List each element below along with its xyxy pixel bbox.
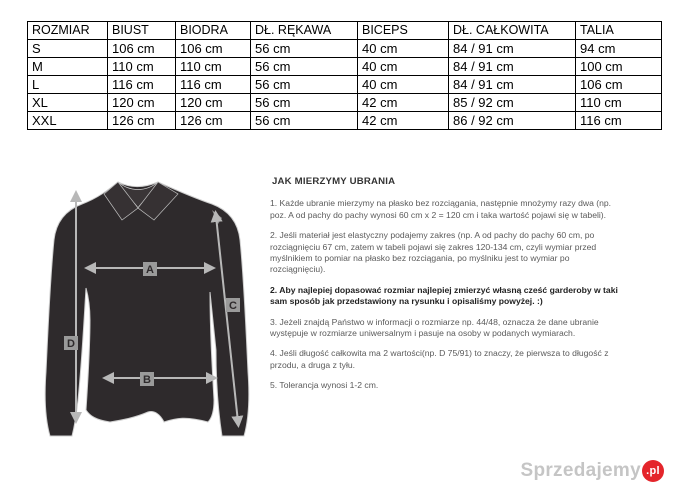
instruction-item: 3. Jeżeli znajdą Państwo w informacji o rozmiarze np. 44/48, oznacza że dane ubranie występuje w rozmiarze uniwersalnym i pasuje na osoby w podanych wymiarach.: [270, 316, 599, 339]
table-cell: 126 cm: [108, 112, 176, 130]
label-d: D: [67, 338, 75, 350]
table-cell: 56 cm: [251, 112, 358, 130]
watermark-logo: [520, 460, 664, 482]
instruction-item: 5. Tolerancja wynosi 1-2 cm.: [270, 380, 379, 391]
table-cell: 84 / 91 cm: [449, 76, 576, 94]
table-cell: 120 cm: [176, 94, 251, 112]
table-cell: 116 cm: [108, 76, 176, 94]
label-b: B: [143, 374, 151, 386]
column-header: TALIA: [576, 22, 662, 40]
table-header-row: [28, 22, 662, 40]
column-header: BIUST: [108, 22, 176, 40]
table-cell: 120 cm: [108, 94, 176, 112]
table-row: [28, 76, 662, 94]
table-cell: 110 cm: [176, 58, 251, 76]
label-a: A: [146, 264, 154, 276]
table-cell: 110 cm: [576, 94, 662, 112]
table-cell: 110 cm: [108, 58, 176, 76]
table-cell: M: [28, 58, 108, 76]
table-cell: 84 / 91 cm: [449, 58, 576, 76]
table-cell: 84 / 91 cm: [449, 40, 576, 58]
table-cell: 40 cm: [358, 76, 449, 94]
table-row: [28, 112, 662, 130]
instructions-title: JAK MIERZYMY UBRANIA: [272, 176, 396, 187]
table-cell: S: [28, 40, 108, 58]
table-cell: 106 cm: [108, 40, 176, 58]
jacket-measurement-diagram: [26, 160, 258, 438]
instruction-item-highlight: 2. Aby najlepiej dopasować rozmiar najlepiej zmierzyć własną cześć garderoby w taki sam sposób jak przedstawiony na rysunku i opisaliśmy powyżej. :): [270, 284, 618, 307]
table-cell: L: [28, 76, 108, 94]
size-table: [27, 21, 662, 130]
table-cell: 56 cm: [251, 40, 358, 58]
table-cell: 56 cm: [251, 58, 358, 76]
table-row: [28, 58, 662, 76]
table-row: [28, 40, 662, 58]
table-cell: XXL: [28, 112, 108, 130]
table-cell: 126 cm: [176, 112, 251, 130]
column-header: ROZMIAR: [28, 22, 108, 40]
table-cell: 40 cm: [358, 58, 449, 76]
measurement-instructions: [270, 176, 622, 401]
table-cell: 42 cm: [358, 112, 449, 130]
watermark-pl-badge: .pl: [642, 460, 664, 482]
table-cell: 116 cm: [576, 112, 662, 130]
table-cell: 94 cm: [576, 40, 662, 58]
table-cell: 116 cm: [176, 76, 251, 94]
instruction-item: 2. Jeśli materiał jest elastyczny podajemy zakres (np. A od pachy do pachy 60 cm, po rozciągnięciu 67 cm, zatem w tabeli pojawi się zakres 120-134 cm, czyli wymiar przed myślnikiem to pomiar na płasko bez rozciągania, po myślniku jest to wymiar po rozciągnięciu).: [270, 230, 597, 275]
instruction-item: 1. Każde ubranie mierzymy na płasko bez rozciągania, następnie mnożymy razy dwa (np. poz. A od pachy do pachy wynosi 60 cm x 2 = 120 cm i taka wartość pojawi się w tabeli).: [270, 198, 612, 220]
label-c: C: [229, 300, 237, 312]
table-cell: 42 cm: [358, 94, 449, 112]
table-cell: 100 cm: [576, 58, 662, 76]
column-header: DŁ. RĘKAWA: [251, 22, 358, 40]
table-cell: 106 cm: [576, 76, 662, 94]
table-cell: 85 / 92 cm: [449, 94, 576, 112]
column-header: BICEPS: [358, 22, 449, 40]
table-cell: 56 cm: [251, 76, 358, 94]
watermark-text: Sprzedajemy: [520, 460, 641, 481]
table-cell: 56 cm: [251, 94, 358, 112]
instruction-item: 4. Jeśli długość całkowita ma 2 wartości(np. D 75/91) to znaczy, że pierwsza to długość z przodu, a druga z tyłu.: [270, 348, 609, 370]
table-cell: 106 cm: [176, 40, 251, 58]
table-cell: 40 cm: [358, 40, 449, 58]
column-header: BIODRA: [176, 22, 251, 40]
table-cell: XL: [28, 94, 108, 112]
column-header: DŁ. CAŁKOWITA: [449, 22, 576, 40]
table-row: [28, 94, 662, 112]
table-cell: 86 / 92 cm: [449, 112, 576, 130]
